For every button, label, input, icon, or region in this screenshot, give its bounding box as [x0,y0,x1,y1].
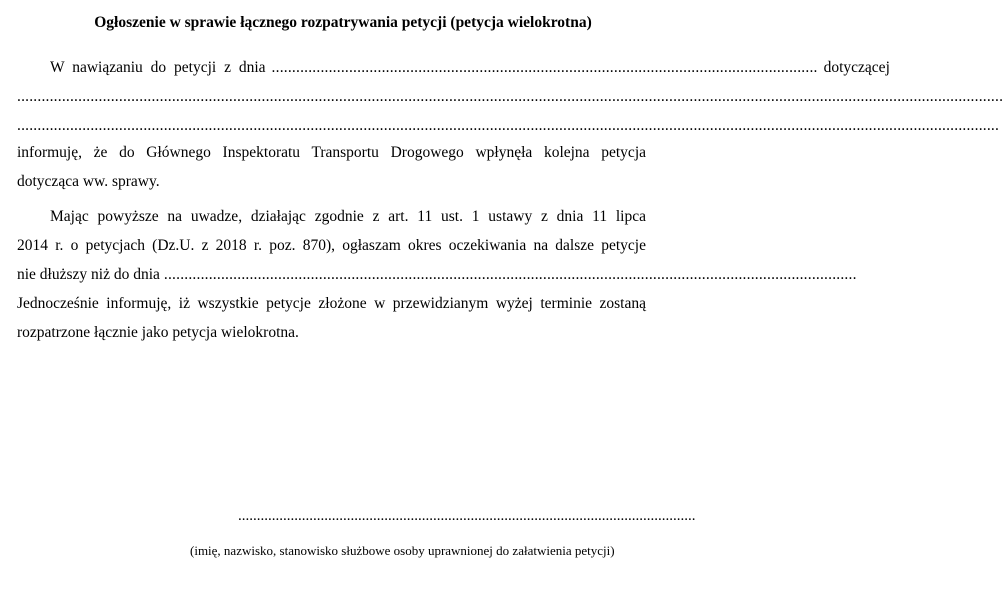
paragraph-1-line-1-end: dotyczącej [823,59,890,76]
document-title: Ogłoszenie w sprawie łącznego rozpatrywania petycji (petycja wielokrotna) [94,14,592,31]
subject-fill-line-2: ................................................................................................................................................................................................................................................. [17,117,1000,134]
paragraph-2-line-5: rozpatrzone łącznie jako petycja wielokrotna. [17,324,299,341]
paragraph-1-line-1 [50,58,890,78]
subject-fill-line-1: .................................................................................................................................................................................................................................................. [17,88,1003,105]
paragraph-1-line-5: dotycząca ww. sprawy. [17,173,160,190]
paragraph-2-line-2: 2014 r. o petycjach (Dz.U. z 2018 r. poz. 870), ogłaszam okres oczekiwania na dalsze petycje [17,237,646,254]
signature-caption: (imię, nazwisko, stanowisko służbowe osoby uprawnionej do załatwienia petycji) [190,543,615,558]
signature-fill-line: .......................................................................................................................... [238,508,696,524]
paragraph-2-line-3 [17,265,857,285]
paragraph-2-line-1: Mając powyższe na uwadze, działając zgodnie z art. 11 ust. 1 ustawy z dnia 11 lipca [50,208,646,225]
deadline-fill-line: .......................................................................................................................................................................... [163,266,857,283]
paragraph-1-line-1-start: W nawiązaniu do petycji z dnia [50,59,266,76]
paragraph-1-line-4: informuję, że do Głównego Inspektoratu Transportu Drogowego wpłynęła kolejna petycja [17,144,646,161]
paragraph-2-line-3-start: nie dłuższy niż do dnia [17,266,160,283]
paragraph-2-line-4: Jednocześnie informuję, iż wszystkie petycje złożone w przewidzianym wyżej terminie zostaną [17,295,646,312]
date-fill-line: ...................................................................................................................................... [271,59,818,76]
